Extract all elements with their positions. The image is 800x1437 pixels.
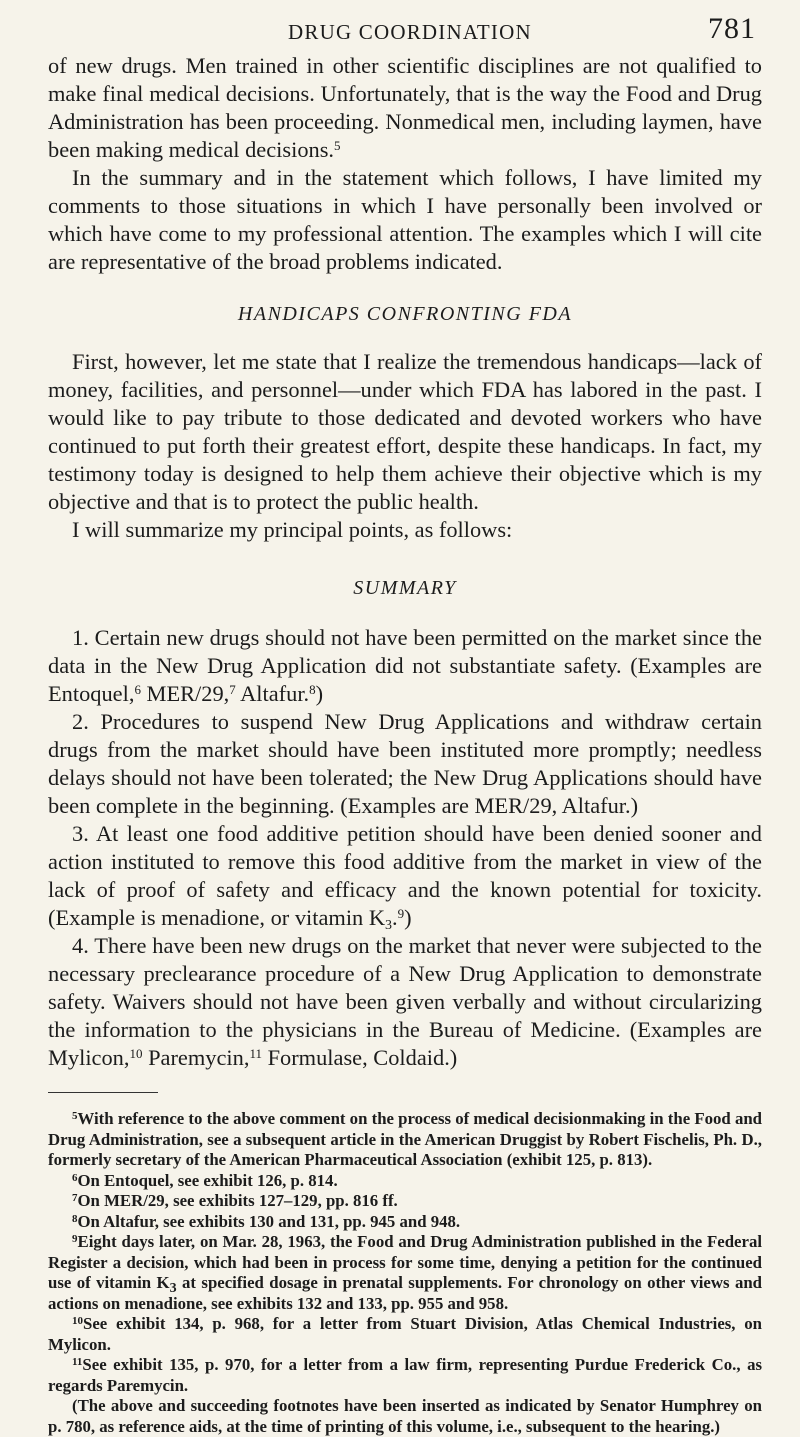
subscript: 3 [385,918,393,933]
footnote-ref: 8 [309,682,316,697]
footnote-text: On Entoquel, see exhibit 126, p. 814. [77,1170,338,1190]
footnote-number: 7 [72,1192,78,1204]
summary-text: Paremycin, [142,1045,250,1070]
footnote [48,1109,762,1171]
footnote [48,1171,762,1192]
summary-text: 1. Certain new drugs should not have been permitted on the market since the data in the New Drug Application did not substantiate safety. (Examples are Entoquel, [48,625,762,706]
footnote [48,1212,762,1233]
section-heading: SUMMARY [353,577,457,599]
summary-item: 3. At least one food additive petition should have been denied sooner and action instituted to remove this food additive from the market in view of the lack of proof of safety and efficacy and the known potential for toxicity. (Example is menadione, or vitamin $K_3.^9$) [48,821,762,933]
footnote-number: 5 [72,1110,78,1122]
paragraph: First, however, let me state that I realize the tremendous handicaps—lack of money, facilities, and personnel—under which FDA has labored in the past. I would like to pay tribute to those dedicated and devoted workers who have continued to put forth their greatest effort, despite these handicaps. In fact, my testimony today is designed to help them achieve their objective which is my objective and that is to protect the public health. [48,349,762,514]
subscript: 3 [169,1281,177,1296]
footnote-text: at specified dosage in prenatal supplements. For chronology on other views and actions on menadione, see exhibits 132 and 133, pp. 955 and 958. [48,1273,763,1313]
footnote-ref: 11 [249,1046,262,1061]
page-header [0,8,800,48]
summary-text: 4. There have been new drugs on the market that never were subjected to the necessary preclearance procedure of a New Drug Application to demonstrate safety. Waivers should not have been given verbally and without circularizing the information to the physicians in the Bureau of Medicine. (Examples are Mylicon, [48,933,762,1070]
page-number: 781 [708,12,756,45]
footnote-number: 10 [72,1315,83,1327]
running-head: DRUG COORDINATION [288,20,532,44]
summary-text: 3. At least one food additive petition should have been denied sooner and action instituted to remove this food additive from the market in view of the lack of proof of safety and efficacy and the known potential for toxicity. (Example is menadione, or vitamin K [48,821,762,930]
footnote-ref: 9 [397,906,405,921]
summary-item [48,932,762,1072]
footnote [48,1191,762,1212]
body-text [48,52,762,1437]
footnote-text: See exhibit 134, p. 968, for a letter from Stuart Division, Atlas Chemical Industries, on Mylicon. [48,1314,762,1354]
footnote-text: Eight days later, on Mar. 28, 1963, the Food and Drug Administration published in the Federal Register a decision, which had been in process for some time, denying a petition for the continued use of vitamin K [48,1232,762,1292]
summary-item: 1. Certain new drugs should not have been permitted on the market since the data in the New Drug Application did not substantiate safety. (Examples are Entoquel,$^6$ MER/29,$^7$ Altafur.$^8$) [48,625,762,706]
footnote-text: On MER/29, see exhibits 127–129, pp. 816 ff. [77,1191,398,1210]
footnote-text: See exhibit 135, p. 970, for a letter from a law firm, representing Purdue Frederick Co., as regards Paremycin. [48,1355,762,1395]
summary-text: Altafur. [235,681,310,706]
footnote-number: 11 [72,1356,83,1368]
paragraph-text: of new drugs. Men trained in other scientific disciplines are not qualified to make final medical decisions. Unfortunately, that is the way the Food and Drug Administration has been proceeding. Nonmedical men, including laymen, have been making medical decisions. [48,53,762,162]
section-heading: HANDICAPS CONFRONTING FDA [237,303,573,325]
footnote [48,1232,762,1314]
footnote-ref: 10 [129,1046,143,1061]
footnote-number: 9 [72,1233,78,1245]
footnote-text: On Altafur, see exhibits 130 and 131, pp. 945 and 948. [77,1211,461,1231]
footnote-note: (The above and succeeding footnotes have been inserted as indicated by Senator Humphrey on p. 780, as reference aids, at the time of printing of this volume, i.e., subsequent to the hearing.) [48,1396,762,1436]
summary-item: 2. Procedures to suspend New Drug Applications and withdraw certain drugs from the market should have been instituted more promptly; needless delays should not have been tolerated; the New Drug Applications should have been complete in the beginning. (Examples are MER/29, Altafur.) [48,709,762,818]
footnote-ref: 5 [334,138,341,153]
footnote-ref: 7 [229,682,236,697]
paragraph: In the summary and in the statement which follows, I have limited my comments to those situations in which I have personally been involved or which have come to my professional attention. The examples which I will cite are representative of the broad problems indicated. [48,165,762,274]
paragraph: I will summarize my principal points, as follows: [72,517,513,542]
footnote [48,1314,762,1355]
summary-text: Formulase, Coldaid.) [261,1045,458,1070]
footnotes [48,1109,762,1437]
footnote-text: With reference to the above comment on the process of medical decisionmaking in the Food and Drug Administration, see a subsequent article in the American Druggist by Robert Fischelis, Ph. D., formerly secretary of the American Pharmaceutical Association (exhibit 125, p. 813). [48,1109,762,1169]
footnote-ref: 6 [134,682,141,697]
footnote-divider [48,1092,158,1093]
summary-text: MER/29, [140,681,230,706]
footnote-number: 6 [72,1171,78,1184]
footnote-number: 8 [72,1212,78,1225]
paragraph-continued [48,52,762,164]
